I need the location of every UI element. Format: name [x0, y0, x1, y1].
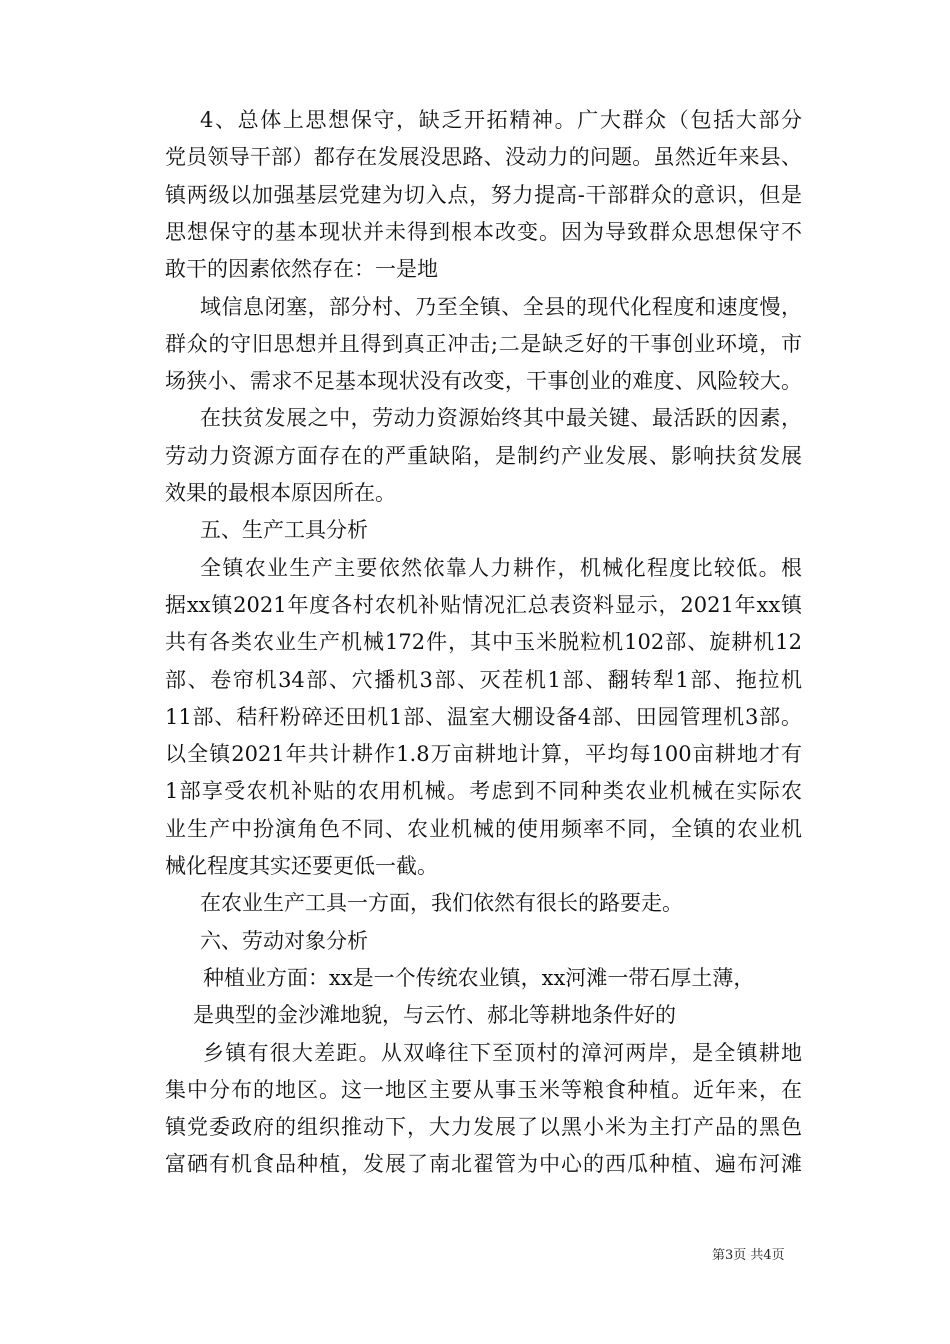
text-line: 是典型的金沙滩地貌，与云竹、郝北等耕地条件好的: [193, 1003, 676, 1028]
text-line: 乡镇有很大差距。从双峰往下至顶村的漳河两岸，是全镇耕地: [203, 1040, 802, 1065]
text-line: 效果的最根本原因所在。: [165, 481, 396, 505]
text-line: 在农业生产工具一方面，我们依然有很长的路要走。: [200, 891, 683, 916]
text-line: 全镇农业生产主要依然依靠人力耕作，机械化程度比较低。根: [200, 555, 802, 580]
text-line: 业生产中扮演角色不同、农业机械的使用频率不同，全镇的农业机: [165, 816, 802, 841]
text-line: 4、总体上思想保守，缺乏开拓精神。广大群众（包括大部分: [200, 108, 802, 132]
text-line: 群众的守旧思想并且得到真正冲击;二是缺乏好的干事创业环境，市: [165, 331, 802, 356]
text-line: 思想保守的基本现状并未得到根本改变。因为导致群众思想保守不: [165, 219, 802, 244]
text-line: 以全镇2021年共计耕作1.8万亩耕地计算，平均每100亩耕地才有: [165, 742, 802, 767]
text-line: 富硒有机食品种植，发展了南北翟管为中心的西瓜种植、遍布河滩: [165, 1152, 802, 1177]
text-line: 场狭小、需求不足基本现状没有改变，干事创业的难度、风险较大。: [165, 369, 802, 394]
text-line: 劳动力资源方面存在的严重缺陷，是制约产业发展、影响扶贫发展: [165, 443, 802, 468]
text-line: 域信息闭塞，部分村、乃至全镇、全县的现代化程度和速度慢，: [200, 294, 802, 319]
text-line: 在扶贫发展之中，劳动力资源始终其中最关键、最活跃的因素，: [200, 406, 802, 431]
text-line: 集中分布的地区。这一地区主要从事玉米等粮食种植。近年来，在: [165, 1077, 802, 1102]
text-line: 部、卷帘机34部、穴播机3部、灭茬机1部、翻转犁1部、拖拉机: [165, 667, 802, 692]
text-line: 械化程度其实还要更低一截。: [165, 854, 438, 878]
text-line: 镇两级以加强基层党建为切入点，努力提高-干部群众的意识，但是: [165, 182, 802, 207]
page-footer: 第3页 共4页: [712, 1248, 785, 1263]
text-line: 敢干的因素依然存在：一是地: [165, 257, 438, 282]
text-line: 1部享受农机补贴的农用机械。考虑到不同种类农业机械在实际农: [165, 779, 802, 804]
text-line: 党员领导干部）都存在发展没思路、没动力的问题。虽然近年来县、: [165, 145, 802, 170]
text-line: 据xx镇2021年度各村农机补贴情况汇总表资料显示，2021年xx镇: [165, 592, 802, 617]
text-line: 11部、秸秆粉碎还田机1部、温室大棚设备4部、田园管理机3部。: [165, 704, 802, 729]
text-line: 共有各类农业生产机械172件，其中玉米脱粒机102部、旋耕机12: [165, 630, 802, 655]
text-line: 种植业方面：xx是一个传统农业镇，xx河滩一带石厚土薄，: [203, 965, 755, 990]
text-line: 五、生产工具分析: [200, 518, 368, 543]
text-line: 镇党委政府的组织推动下，大力发展了以黑小米为主打产品的黑色: [165, 1115, 802, 1140]
text-line: 六、劳动对象分析: [200, 928, 368, 953]
